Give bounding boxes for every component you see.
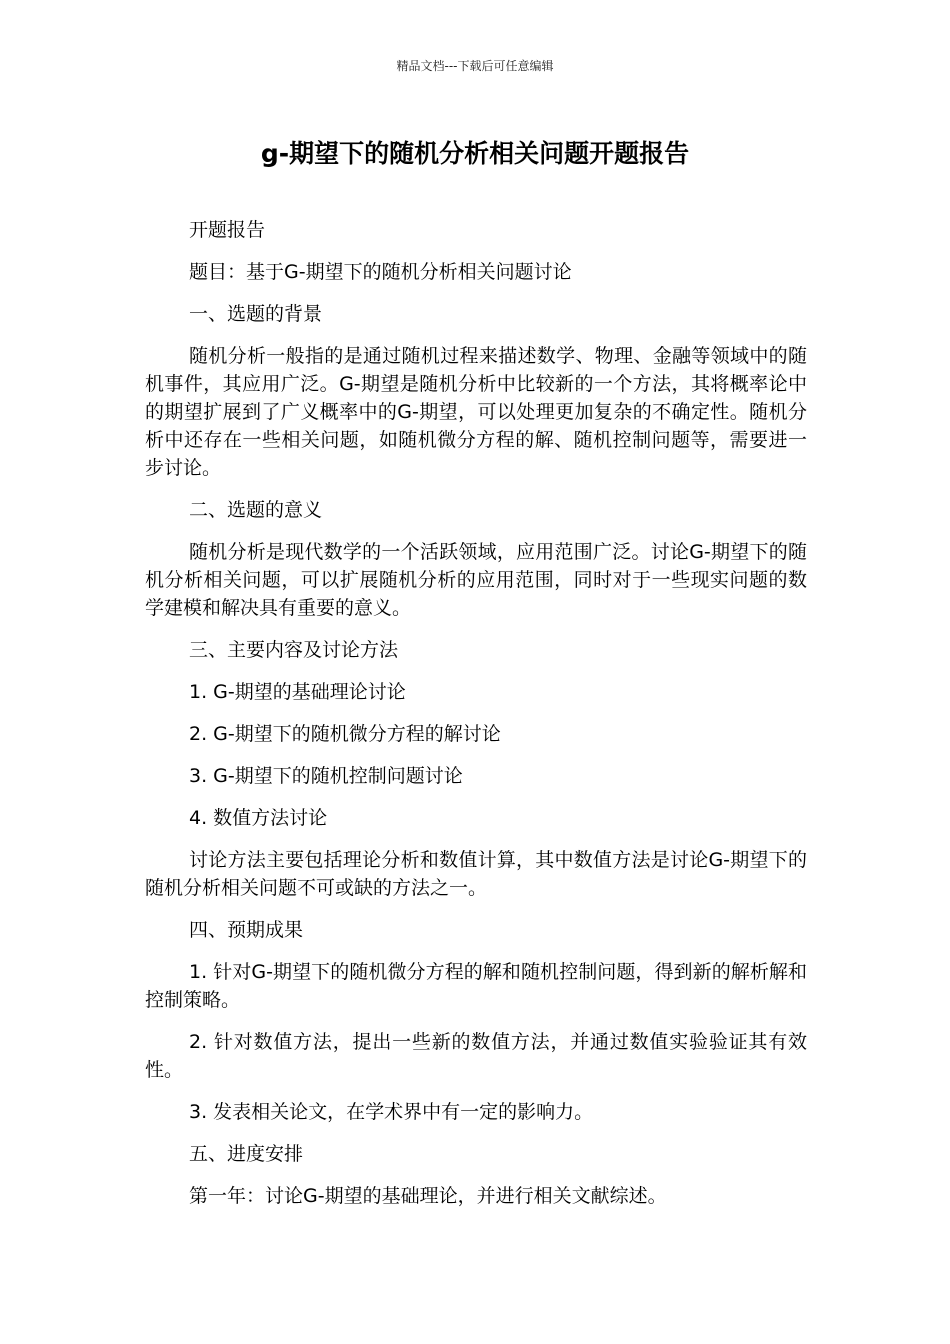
section-heading-significance: 二、选题的意义 [189, 499, 323, 521]
list-item-result-2: 2. 针对数值方法，提出一些新的数值方法，并通过数值实验验证其有效性。 [145, 1031, 807, 1081]
list-item-content-3: 3. G-期望下的随机控制问题讨论 [189, 765, 463, 787]
page-header: 精品文档---下载后可任意编辑 [396, 59, 554, 73]
list-item-result-3: 3. 发表相关论文，在学术界中有一定的影响力。 [189, 1101, 594, 1123]
list-item-result-1: 1. 针对G-期望下的随机微分方程的解和随机控制问题，得到新的解析解和控制策略。 [145, 961, 807, 1011]
section-heading-results: 四、预期成果 [189, 919, 304, 941]
paragraph-schedule-year-1: 第一年：讨论G-期望的基础理论，并进行相关文献综述。 [189, 1185, 667, 1207]
list-item-content-4: 4. 数值方法讨论 [189, 807, 328, 829]
list-item-content-2: 2. G-期望下的随机微分方程的解讨论 [189, 723, 501, 745]
document-title: g-期望下的随机分析相关问题开题报告 [260, 139, 690, 168]
paragraph-significance: 随机分析是现代数学的一个活跃领域，应用范围广泛。讨论G-期望下的随机分析相关问题，可以扩展随机分析的应用范围，同时对于一些现实问题的数学建模和解决具有重要的意义。 [145, 541, 807, 619]
document-body [145, 216, 807, 1224]
section-heading-content: 三、主要内容及讨论方法 [189, 639, 399, 661]
paragraph-background: 随机分析一般指的是通过随机过程来描述数学、物理、金融等领域中的随机事件，其应用广泛。G-期望是随机分析中比较新的一个方法，其将概率论中的期望扩展到了广义概率中的G-期望，可以处理更加复杂的不确定性。随机分析中还存在一些相关问题，如随机微分方程的解、随机控制问题等，需要进一步讨论。 [145, 345, 807, 479]
paragraph-report-label: 开题报告 [189, 219, 266, 241]
paragraph-topic: 题目：基于G-期望下的随机分析相关问题讨论 [189, 261, 572, 283]
paragraph-methods: 讨论方法主要包括理论分析和数值计算，其中数值方法是讨论G-期望下的随机分析相关问题不可或缺的方法之一。 [145, 849, 807, 899]
section-heading-background: 一、选题的背景 [189, 303, 323, 325]
section-heading-schedule: 五、进度安排 [189, 1143, 304, 1165]
list-item-content-1: 1. G-期望的基础理论讨论 [189, 681, 406, 703]
